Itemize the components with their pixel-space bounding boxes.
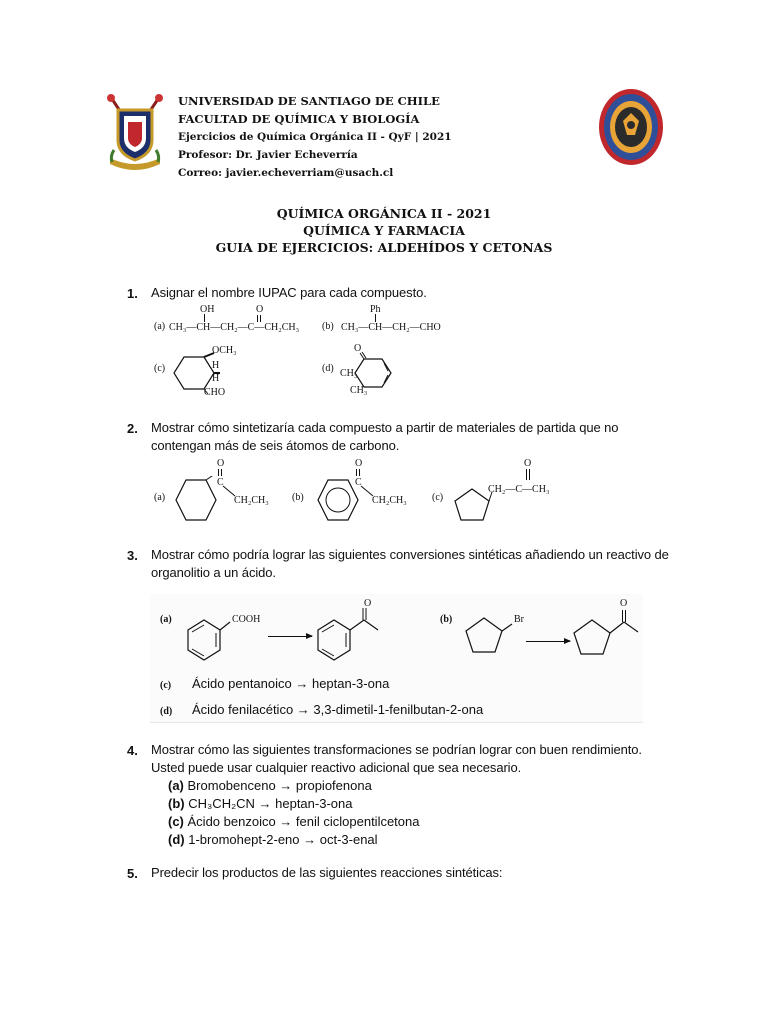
q2-c-structure	[432, 458, 582, 524]
q1-c-cho: CHO	[204, 387, 226, 398]
q4-item-d	[168, 831, 378, 849]
professor-email: Correo: javier.echeverriam@usach.cl	[178, 167, 394, 179]
q3-c-text: Ácido pentanoico → heptan-3-ona	[192, 676, 390, 691]
q5-text: Predecir los productos de las siguientes reacciones sintéticas:	[151, 865, 503, 880]
q1-c-h1: H	[212, 360, 220, 371]
q5-number: 5.	[127, 866, 138, 881]
q2-a-c: C	[217, 477, 224, 488]
q1-c-och3: OCH₃	[212, 345, 237, 356]
q3-b-label: (b)	[440, 614, 453, 625]
q3-b-o: O	[620, 598, 628, 609]
q2-c-o: O	[524, 458, 532, 469]
q1-a-o: O	[256, 304, 264, 315]
q2-b-label: (b)	[292, 492, 304, 503]
q1-c-h2: H	[212, 373, 220, 384]
q4-item-b-label: (b)	[168, 796, 185, 811]
faculty-name: FACULTAD DE QUÍMICA Y BIOLOGÍA	[178, 112, 420, 126]
q2-number: 2.	[127, 421, 138, 436]
q1-b-structure	[322, 304, 452, 344]
q1-c-label: (c)	[154, 363, 166, 374]
q3-b-br: Br	[514, 614, 524, 625]
q4-item-c	[168, 813, 419, 831]
q4-item-c-label: (c)	[168, 814, 184, 829]
faculty-seal	[597, 87, 665, 167]
q2-a-label: (a)	[154, 492, 166, 503]
q3-d-text: Ácido fenilacético → 3,3-dimetil-1-fenilbutan-2-ona	[192, 702, 484, 717]
q3-text: Mostrar cómo podría lograr las siguientes conversiones sintéticas añadiendo un reactivo de organolitio a un ácido.	[151, 547, 669, 580]
q4-item-d-label: (d)	[168, 832, 185, 847]
q1-a-chain: CH₃—CH—CH₂—C—CH₂CH₃	[169, 322, 300, 333]
q2-c-label: (c)	[432, 492, 444, 503]
doc-title-line2: QUÍMICA Y FARMACIA	[303, 223, 465, 238]
q1-a-oh: OH	[200, 304, 215, 315]
q1-d-label: (d)	[322, 363, 334, 374]
q3-a-label: (a)	[160, 614, 172, 625]
q4-item-b-text: CH₃CH₂CN → heptan-3-ona	[188, 796, 353, 811]
q2-b-structure	[292, 458, 422, 524]
q4-text: Mostrar cómo las siguientes transformaciones se podrían lograr con buen rendimiento. Usted puede usar cualquier reactivo adicional que sea necesario.	[151, 742, 642, 775]
q4-item-b	[168, 795, 352, 813]
q1-d-o: O	[354, 343, 362, 354]
q1-a-label: (a)	[154, 321, 166, 332]
q1-d-structure	[322, 343, 432, 403]
q1-d-ch3b: CH₃	[350, 385, 368, 396]
q3-a-cooh: COOH	[232, 614, 261, 625]
q4-item-a-label: (a)	[168, 778, 184, 793]
q3-c-label: (c)	[160, 680, 172, 691]
doc-title-line1: QUÍMICA ORGÁNICA II - 2021	[276, 206, 492, 221]
q2-a-o: O	[217, 458, 225, 469]
q2-b-r: CH₂CH₃	[372, 495, 407, 506]
q2-b-c: C	[355, 477, 362, 488]
q4-item-a	[168, 777, 372, 795]
q2-a-structure	[154, 458, 284, 524]
q1-c-structure	[154, 343, 264, 403]
q4-item-d-text: 1-bromohept-2-eno → oct-3-enal	[188, 832, 378, 847]
q2-text: Mostrar cómo sintetizaría cada compuesto a partir de materiales de partida que no contengan más de seis átomos de carbono.	[151, 420, 619, 453]
q1-a-structure	[154, 304, 314, 344]
q1-d-ch3a: CH₃	[340, 368, 358, 379]
q2-c-chain: CH₂—C—CH₃	[488, 484, 550, 495]
q3-number: 3.	[127, 548, 138, 563]
q2-b-o: O	[355, 458, 363, 469]
q3-d-label: (d)	[160, 706, 173, 717]
q4-number: 4.	[127, 743, 138, 758]
university-name: UNIVERSIDAD DE SANTIAGO DE CHILE	[178, 94, 440, 108]
professor-name: Profesor: Dr. Javier Echeverría	[178, 149, 358, 161]
q3-reaction-panel	[150, 594, 643, 723]
university-crest	[104, 92, 166, 174]
doc-title-line3: GUIA DE EJERCICIOS: ALDEHÍDOS Y CETONAS	[215, 240, 553, 255]
q2-a-r: CH₂CH₃	[234, 495, 269, 506]
q1-b-label: (b)	[322, 321, 334, 332]
q1-b-chain: CH₃—CH—CH₂—CHO	[341, 322, 441, 333]
course-name: Ejercicios de Química Orgánica II - QyF | 2021	[178, 131, 452, 143]
q1-number: 1.	[127, 286, 138, 301]
q3-a-o: O	[364, 598, 372, 609]
q1-text: Asignar el nombre IUPAC para cada compuesto.	[151, 285, 427, 300]
q4-item-a-text: Bromobenceno → propiofenona	[187, 778, 372, 793]
q4-item-c-text: Ácido benzoico → fenil ciclopentilcetona	[187, 814, 420, 829]
q1-b-ph: Ph	[370, 304, 381, 315]
